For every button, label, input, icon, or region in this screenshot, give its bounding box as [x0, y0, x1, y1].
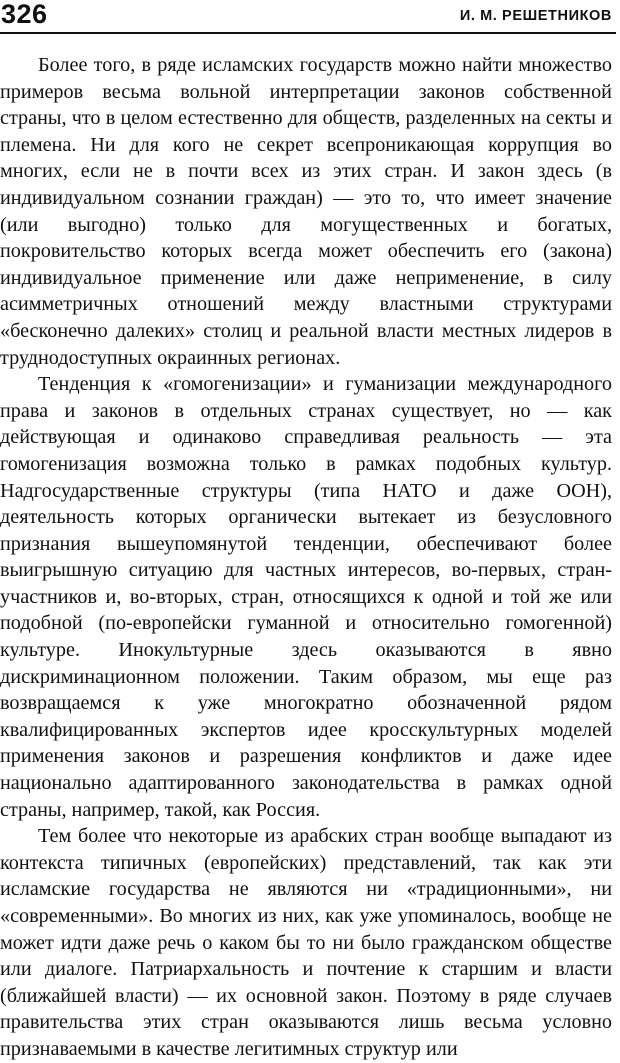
page-number: 326 — [1, 0, 48, 29]
paragraph: Более того, в ряде исламских государств можно найти множество примеров весьма вольной интерпретации законов собственной страны, что в целом естественно для обществ, разделенных на секты и племена. Ни для кого не секрет всепроникающая коррупция во многих, если не в почти всех из этих стран. И закон здесь (в индивидуальном сознании граждан) — это то, что имеет значение (или выгодно) только для могущественных и богатых, покровительство которых всегда может обеспечить его (закона) индивидуальное применение или даже неприменение, в силу асимметричных отношений между властными структурами «бесконечно далеких» столиц и реальной власти местных лидеров в труднодоступных окраинных регионах. — [0, 54, 612, 369]
running-head-author: И. М. РЕШЕТНИКОВ — [459, 8, 612, 24]
paragraph: Тенденция к «гомогенизации» и гуманизации международного права и законов в отдельных странах существует, но — как действующая и одинаково справедливая реальность — эта гомогенизация возможна только в рамках подобных культур. Надгосударственные структуры (типа НАТО и даже ООН), деятельность которых органически вытекает из безусловного признания вышеупомянутой тенденции, обеспечивают более выигрышную ситуацию для частных интересов, во-первых, стран-участников и, во-вторых, стран, относящихся к одной и той же или подобной (по-европейски гуманной и относительно гомогенной) культуре. Инокультурные здесь оказываются в явно дискриминационном положении. Таким образом, мы еще раз возвращаемся к уже многократно обозначенной рядом квалифицированных экспертов идее кросскультурных моделей применения законов и разрешения конфликтов и даже идее национально адаптированного законодательства в рамках одной страны, например, такой, как Россия. — [0, 373, 612, 821]
running-head — [0, 0, 616, 34]
paragraph: Тем более что некоторые из арабских стран вообще выпадают из контекста типичных (европейских) представлений, так как эти исламские государства не являются ни «традиционными», ни «современными». Во многих из них, как уже упоминалось, вообще не может идти даже речь о каком бы то ни было гражданском обществе или диалоге. Патриархальность и почтение к старшим и власти (ближайшей власти) — их основной закон. Поэтому в ряде случаев правительства этих стран оказываются лишь весьма условно признаваемыми в качестве легитимных структур или — [0, 825, 612, 1060]
body-text — [0, 52, 612, 1063]
